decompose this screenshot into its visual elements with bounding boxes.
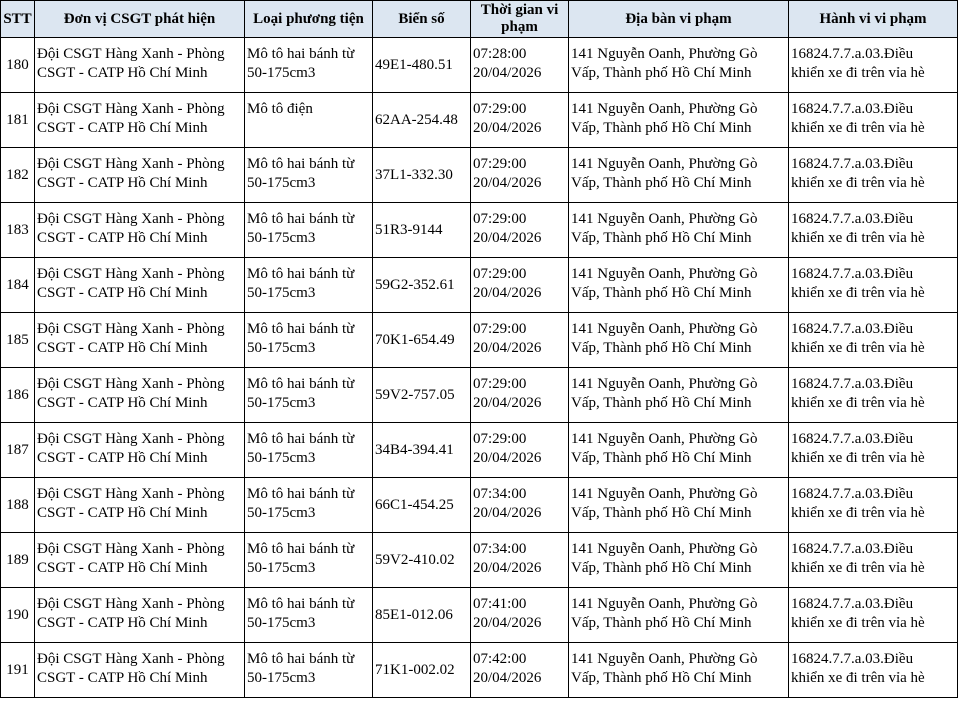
header-violation: Hành vi vi phạm bbox=[789, 1, 958, 38]
cell-violation: 16824.7.7.a.03.Điều khiển xe đi trên vỉa hè bbox=[789, 423, 958, 478]
header-unit: Đơn vị CSGT phát hiện bbox=[35, 1, 245, 38]
cell-violation: 16824.7.7.a.03.Điều khiển xe đi trên vỉa hè bbox=[789, 148, 958, 203]
cell-unit: Đội CSGT Hàng Xanh - Phòng CSGT - CATP Hồ Chí Minh bbox=[35, 313, 245, 368]
cell-violation: 16824.7.7.a.03.Điều khiển xe đi trên vỉa hè bbox=[789, 313, 958, 368]
cell-time: 07:28:00 20/04/2026 bbox=[471, 38, 569, 93]
cell-violation: 16824.7.7.a.03.Điều khiển xe đi trên vỉa hè bbox=[789, 588, 958, 643]
cell-violation: 16824.7.7.a.03.Điều khiển xe đi trên vỉa hè bbox=[789, 643, 958, 698]
cell-plate: 49E1-480.51 bbox=[373, 38, 471, 93]
cell-plate: 59G2-352.61 bbox=[373, 258, 471, 313]
cell-unit: Đội CSGT Hàng Xanh - Phòng CSGT - CATP Hồ Chí Minh bbox=[35, 588, 245, 643]
table-row bbox=[1, 93, 958, 148]
cell-time: 07:41:00 20/04/2026 bbox=[471, 588, 569, 643]
table-row bbox=[1, 203, 958, 258]
cell-vehicle-type: Mô tô hai bánh từ 50-175cm3 bbox=[245, 533, 373, 588]
cell-plate: 66C1-454.25 bbox=[373, 478, 471, 533]
table-row bbox=[1, 258, 958, 313]
cell-unit: Đội CSGT Hàng Xanh - Phòng CSGT - CATP Hồ Chí Minh bbox=[35, 368, 245, 423]
cell-plate: 59V2-757.05 bbox=[373, 368, 471, 423]
cell-violation: 16824.7.7.a.03.Điều khiển xe đi trên vỉa hè bbox=[789, 93, 958, 148]
cell-unit: Đội CSGT Hàng Xanh - Phòng CSGT - CATP Hồ Chí Minh bbox=[35, 148, 245, 203]
cell-vehicle-type: Mô tô hai bánh từ 50-175cm3 bbox=[245, 423, 373, 478]
cell-time: 07:29:00 20/04/2026 bbox=[471, 258, 569, 313]
cell-location: 141 Nguyễn Oanh, Phường Gò Vấp, Thành phố Hồ Chí Minh bbox=[569, 643, 789, 698]
table-row bbox=[1, 533, 958, 588]
table-row bbox=[1, 148, 958, 203]
cell-time: 07:29:00 20/04/2026 bbox=[471, 423, 569, 478]
cell-stt: 180 bbox=[1, 38, 35, 93]
cell-vehicle-type: Mô tô hai bánh từ 50-175cm3 bbox=[245, 368, 373, 423]
cell-time: 07:29:00 20/04/2026 bbox=[471, 93, 569, 148]
cell-violation: 16824.7.7.a.03.Điều khiển xe đi trên vỉa hè bbox=[789, 533, 958, 588]
cell-time: 07:29:00 20/04/2026 bbox=[471, 313, 569, 368]
cell-location: 141 Nguyễn Oanh, Phường Gò Vấp, Thành phố Hồ Chí Minh bbox=[569, 533, 789, 588]
header-stt: STT bbox=[1, 1, 35, 38]
cell-violation: 16824.7.7.a.03.Điều khiển xe đi trên vỉa hè bbox=[789, 258, 958, 313]
table-row bbox=[1, 368, 958, 423]
cell-time: 07:29:00 20/04/2026 bbox=[471, 368, 569, 423]
cell-violation: 16824.7.7.a.03.Điều khiển xe đi trên vỉa hè bbox=[789, 478, 958, 533]
cell-plate: 51R3-9144 bbox=[373, 203, 471, 258]
cell-plate: 37L1-332.30 bbox=[373, 148, 471, 203]
header-location: Địa bàn vi phạm bbox=[569, 1, 789, 38]
cell-location: 141 Nguyễn Oanh, Phường Gò Vấp, Thành phố Hồ Chí Minh bbox=[569, 423, 789, 478]
cell-location: 141 Nguyễn Oanh, Phường Gò Vấp, Thành phố Hồ Chí Minh bbox=[569, 148, 789, 203]
cell-violation: 16824.7.7.a.03.Điều khiển xe đi trên vỉa hè bbox=[789, 203, 958, 258]
cell-vehicle-type: Mô tô hai bánh từ 50-175cm3 bbox=[245, 258, 373, 313]
table-row bbox=[1, 643, 958, 698]
cell-stt: 187 bbox=[1, 423, 35, 478]
cell-vehicle-type: Mô tô hai bánh từ 50-175cm3 bbox=[245, 203, 373, 258]
header-time: Thời gian vi phạm bbox=[471, 1, 569, 38]
cell-violation: 16824.7.7.a.03.Điều khiển xe đi trên vỉa hè bbox=[789, 38, 958, 93]
cell-vehicle-type: Mô tô hai bánh từ 50-175cm3 bbox=[245, 148, 373, 203]
table-header-row bbox=[1, 1, 958, 38]
cell-unit: Đội CSGT Hàng Xanh - Phòng CSGT - CATP Hồ Chí Minh bbox=[35, 478, 245, 533]
table-row bbox=[1, 423, 958, 478]
table-row bbox=[1, 478, 958, 533]
cell-location: 141 Nguyễn Oanh, Phường Gò Vấp, Thành phố Hồ Chí Minh bbox=[569, 93, 789, 148]
cell-plate: 85E1-012.06 bbox=[373, 588, 471, 643]
cell-vehicle-type: Mô tô hai bánh từ 50-175cm3 bbox=[245, 588, 373, 643]
cell-location: 141 Nguyễn Oanh, Phường Gò Vấp, Thành phố Hồ Chí Minh bbox=[569, 203, 789, 258]
cell-plate: 59V2-410.02 bbox=[373, 533, 471, 588]
cell-unit: Đội CSGT Hàng Xanh - Phòng CSGT - CATP Hồ Chí Minh bbox=[35, 533, 245, 588]
cell-plate: 70K1-654.49 bbox=[373, 313, 471, 368]
cell-vehicle-type: Mô tô điện bbox=[245, 93, 373, 148]
cell-vehicle-type: Mô tô hai bánh từ 50-175cm3 bbox=[245, 478, 373, 533]
cell-plate: 62AA-254.48 bbox=[373, 93, 471, 148]
cell-location: 141 Nguyễn Oanh, Phường Gò Vấp, Thành phố Hồ Chí Minh bbox=[569, 588, 789, 643]
cell-stt: 189 bbox=[1, 533, 35, 588]
cell-time: 07:34:00 20/04/2026 bbox=[471, 478, 569, 533]
cell-unit: Đội CSGT Hàng Xanh - Phòng CSGT - CATP Hồ Chí Minh bbox=[35, 203, 245, 258]
cell-time: 07:29:00 20/04/2026 bbox=[471, 203, 569, 258]
cell-location: 141 Nguyễn Oanh, Phường Gò Vấp, Thành phố Hồ Chí Minh bbox=[569, 368, 789, 423]
cell-location: 141 Nguyễn Oanh, Phường Gò Vấp, Thành phố Hồ Chí Minh bbox=[569, 478, 789, 533]
cell-vehicle-type: Mô tô hai bánh từ 50-175cm3 bbox=[245, 38, 373, 93]
cell-unit: Đội CSGT Hàng Xanh - Phòng CSGT - CATP Hồ Chí Minh bbox=[35, 643, 245, 698]
cell-plate: 71K1-002.02 bbox=[373, 643, 471, 698]
cell-vehicle-type: Mô tô hai bánh từ 50-175cm3 bbox=[245, 643, 373, 698]
cell-stt: 185 bbox=[1, 313, 35, 368]
cell-stt: 191 bbox=[1, 643, 35, 698]
cell-time: 07:29:00 20/04/2026 bbox=[471, 148, 569, 203]
cell-time: 07:42:00 20/04/2026 bbox=[471, 643, 569, 698]
cell-vehicle-type: Mô tô hai bánh từ 50-175cm3 bbox=[245, 313, 373, 368]
header-plate: Biển số bbox=[373, 1, 471, 38]
cell-unit: Đội CSGT Hàng Xanh - Phòng CSGT - CATP Hồ Chí Minh bbox=[35, 258, 245, 313]
cell-unit: Đội CSGT Hàng Xanh - Phòng CSGT - CATP Hồ Chí Minh bbox=[35, 38, 245, 93]
cell-stt: 188 bbox=[1, 478, 35, 533]
cell-stt: 184 bbox=[1, 258, 35, 313]
cell-stt: 182 bbox=[1, 148, 35, 203]
cell-unit: Đội CSGT Hàng Xanh - Phòng CSGT - CATP Hồ Chí Minh bbox=[35, 423, 245, 478]
table-row bbox=[1, 313, 958, 368]
cell-stt: 190 bbox=[1, 588, 35, 643]
cell-plate: 34B4-394.41 bbox=[373, 423, 471, 478]
cell-unit: Đội CSGT Hàng Xanh - Phòng CSGT - CATP Hồ Chí Minh bbox=[35, 93, 245, 148]
cell-location: 141 Nguyễn Oanh, Phường Gò Vấp, Thành phố Hồ Chí Minh bbox=[569, 258, 789, 313]
cell-location: 141 Nguyễn Oanh, Phường Gò Vấp, Thành phố Hồ Chí Minh bbox=[569, 38, 789, 93]
cell-time: 07:34:00 20/04/2026 bbox=[471, 533, 569, 588]
cell-stt: 183 bbox=[1, 203, 35, 258]
table-row bbox=[1, 38, 958, 93]
cell-stt: 186 bbox=[1, 368, 35, 423]
cell-location: 141 Nguyễn Oanh, Phường Gò Vấp, Thành phố Hồ Chí Minh bbox=[569, 313, 789, 368]
table-row bbox=[1, 588, 958, 643]
header-vehicle-type: Loại phương tiện bbox=[245, 1, 373, 38]
cell-violation: 16824.7.7.a.03.Điều khiển xe đi trên vỉa hè bbox=[789, 368, 958, 423]
cell-stt: 181 bbox=[1, 93, 35, 148]
